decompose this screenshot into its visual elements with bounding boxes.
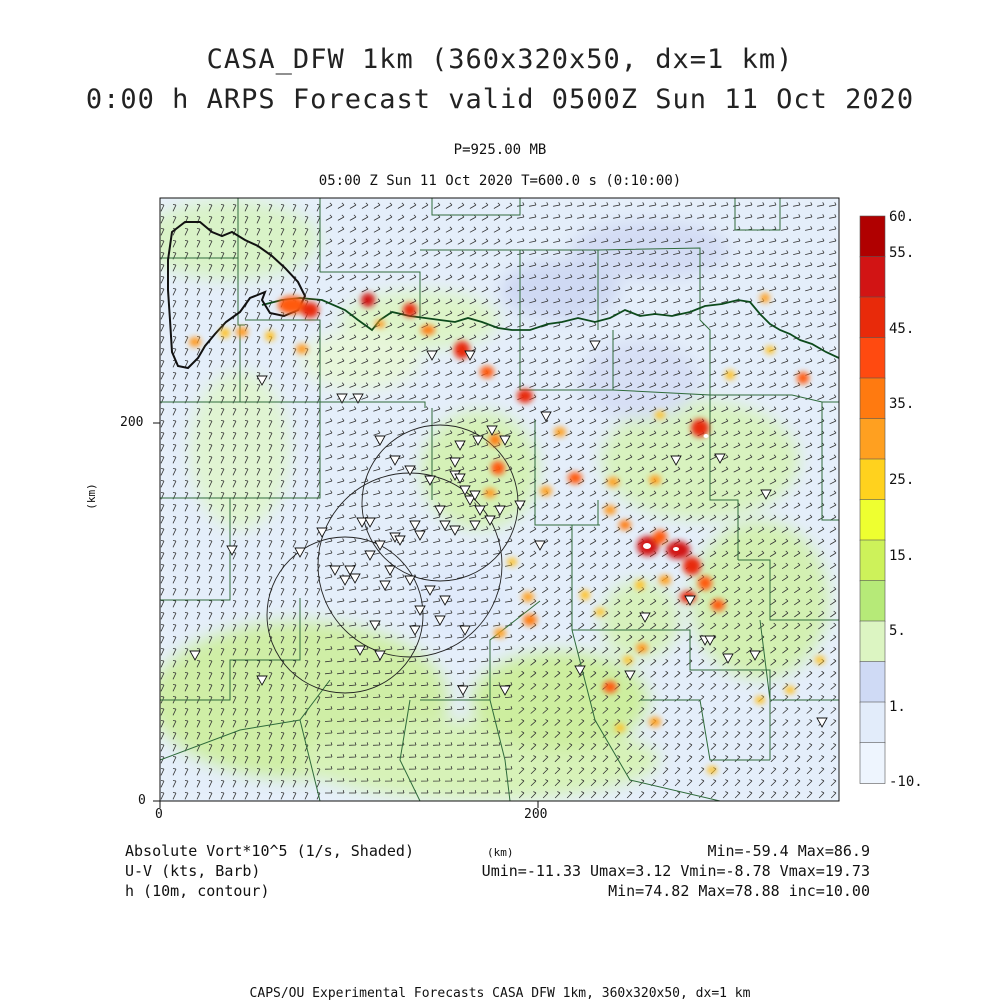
y-tick-0: 0	[138, 793, 146, 808]
height-legend: h (10m, contour)	[125, 882, 270, 900]
valid-time: 05:00 Z Sun 11 Oct 2020 T=600.0 s (0:10:00)	[318, 173, 682, 189]
y-tick-200: 200	[120, 415, 144, 430]
colorbar-swatch	[860, 378, 885, 419]
forecast-valid-title: 0:00 h ARPS Forecast valid 0500Z Sun 11 Oct 2020	[85, 84, 915, 115]
colorbar-swatch	[860, 257, 885, 298]
plot-area	[140, 198, 839, 801]
colorbar-swatch	[860, 581, 885, 622]
y-axis-unit: (km)	[84, 483, 98, 510]
colorbar-swatch	[860, 419, 885, 460]
vorticity-stats: Min=-59.4 Max=86.9	[707, 842, 870, 860]
credit-line: CAPS/OU Experimental Forecasts CASA DFW 1km, 360x320x50, dx=1 km	[249, 986, 751, 1001]
colorbar-label: 60.	[889, 209, 915, 225]
colorbar-label: 1.	[889, 699, 906, 715]
colorbar-swatch	[860, 500, 885, 541]
colorbar-label: 25.	[889, 472, 915, 488]
wind-stats: Umin=-11.33 Umax=3.12 Vmin=-8.78 Vmax=19.73	[481, 862, 870, 880]
colorbar-label: 55.	[889, 245, 915, 261]
vorticity-legend: Absolute Vort*10^5 (1/s, Shaded)	[125, 842, 414, 860]
x-tick-0: 0	[155, 807, 163, 822]
colorbar-label: -10.	[889, 774, 923, 790]
colorbar-label: 45.	[889, 321, 915, 337]
colorbar-label: 35.	[889, 396, 915, 412]
colorbar	[860, 216, 885, 784]
colorbar-label: 5.	[889, 623, 906, 639]
height-stats: Min=74.82 Max=78.88 inc=10.00	[608, 882, 870, 900]
colorbar-swatch	[860, 338, 885, 379]
pressure-level: P=925.00 MB	[453, 142, 547, 158]
x-axis-unit: (km)	[487, 846, 514, 859]
colorbar-swatch	[860, 216, 885, 257]
colorbar-swatch	[860, 702, 885, 743]
colorbar-swatch	[860, 743, 885, 784]
colorbar-swatch	[860, 297, 885, 338]
map-title: CASA_DFW 1km (360x320x50, dx=1 km)	[206, 44, 794, 75]
wind-legend: U-V (kts, Barb)	[125, 862, 261, 880]
colorbar-swatch	[860, 621, 885, 662]
colorbar-swatch	[860, 662, 885, 703]
colorbar-swatch	[860, 459, 885, 500]
colorbar-swatch	[860, 540, 885, 581]
colorbar-label: 15.	[889, 548, 915, 564]
x-tick-200: 200	[524, 807, 548, 822]
